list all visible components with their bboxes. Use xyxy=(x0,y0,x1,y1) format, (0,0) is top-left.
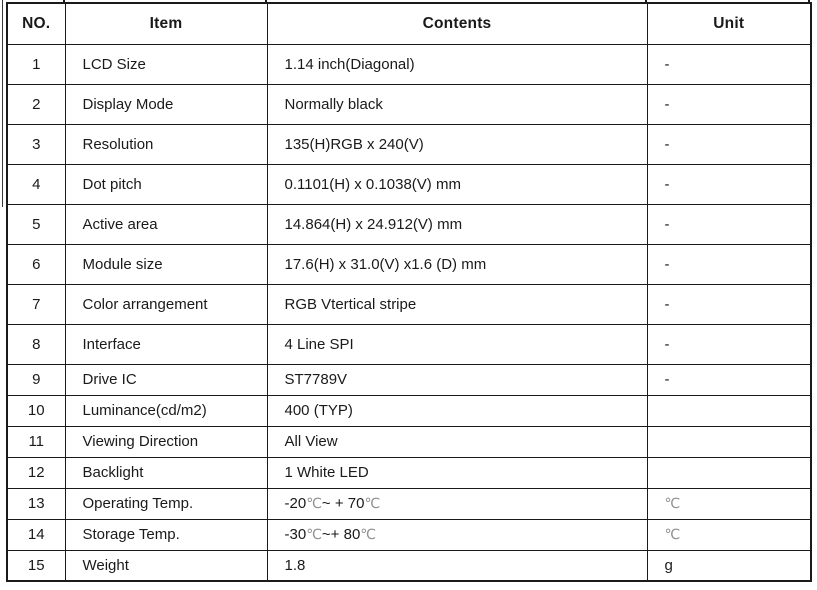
cell-contents: 17.6(H) x 31.0(V) x1.6 (D) mm xyxy=(267,244,647,284)
cell-unit xyxy=(647,457,811,488)
column-header-item: Item xyxy=(65,3,267,44)
cell-unit: - xyxy=(647,84,811,124)
table-row xyxy=(7,488,811,519)
left-edge-line xyxy=(2,0,3,207)
cell-no: 15 xyxy=(7,550,65,581)
cell-item: Display Mode xyxy=(65,84,267,124)
cell-item: Color arrangement xyxy=(65,284,267,324)
cell-contents: 135(H)RGB x 240(V) xyxy=(267,124,647,164)
cell-contents: 0.1101(H) x 0.1038(V) mm xyxy=(267,164,647,204)
cell-no: 8 xyxy=(7,324,65,364)
cell-item: Operating Temp. xyxy=(65,488,267,519)
cell-item: Drive IC xyxy=(65,364,267,395)
column-header-unit: Unit xyxy=(647,3,811,44)
table-row xyxy=(7,164,811,204)
cell-no: 13 xyxy=(7,488,65,519)
cell-item: LCD Size xyxy=(65,44,267,84)
cell-unit: g xyxy=(647,550,811,581)
table-row xyxy=(7,84,811,124)
cell-item: Luminance(cd/m2) xyxy=(65,395,267,426)
cell-item: Module size xyxy=(65,244,267,284)
cell-unit: - xyxy=(647,284,811,324)
cell-contents: -30℃~+ 80℃ xyxy=(267,519,647,550)
cell-contents: 1.8 xyxy=(267,550,647,581)
cell-contents: ST7789V xyxy=(267,364,647,395)
cell-unit: - xyxy=(647,244,811,284)
cell-contents: -20℃~ + 70℃ xyxy=(267,488,647,519)
degree-celsius-glyph: ℃ xyxy=(360,527,377,543)
cell-unit xyxy=(647,426,811,457)
cell-no: 7 xyxy=(7,284,65,324)
cell-unit: - xyxy=(647,164,811,204)
cell-contents: Normally black xyxy=(267,84,647,124)
table-row xyxy=(7,324,811,364)
cell-unit: - xyxy=(647,204,811,244)
cell-no: 11 xyxy=(7,426,65,457)
degree-celsius-glyph: ℃ xyxy=(664,496,681,512)
table-row xyxy=(7,124,811,164)
cell-item: Viewing Direction xyxy=(65,426,267,457)
cell-item: Active area xyxy=(65,204,267,244)
column-header-contents: Contents xyxy=(267,3,647,44)
cell-unit: - xyxy=(647,124,811,164)
cell-unit: - xyxy=(647,364,811,395)
cell-contents: 1.14 inch(Diagonal) xyxy=(267,44,647,84)
column-header-no: NO. xyxy=(7,3,65,44)
cell-item: Backlight xyxy=(65,457,267,488)
lcd-spec-table xyxy=(6,2,812,582)
cell-no: 10 xyxy=(7,395,65,426)
cell-no: 1 xyxy=(7,44,65,84)
cell-contents: 1 White LED xyxy=(267,457,647,488)
cell-unit xyxy=(647,488,811,519)
degree-celsius-glyph: ℃ xyxy=(664,527,681,543)
table-row xyxy=(7,364,811,395)
cell-no: 12 xyxy=(7,457,65,488)
cell-contents: RGB Vtertical stripe xyxy=(267,284,647,324)
cell-no: 14 xyxy=(7,519,65,550)
table-row xyxy=(7,284,811,324)
table-row xyxy=(7,457,811,488)
cell-contents: 14.864(H) x 24.912(V) mm xyxy=(267,204,647,244)
table-row xyxy=(7,550,811,581)
cell-unit: - xyxy=(647,324,811,364)
cell-no: 4 xyxy=(7,164,65,204)
table-row xyxy=(7,44,811,84)
table-row xyxy=(7,519,811,550)
cell-no: 5 xyxy=(7,204,65,244)
table-row xyxy=(7,244,811,284)
degree-celsius-glyph: ℃ xyxy=(364,496,381,512)
cell-no: 6 xyxy=(7,244,65,284)
cell-item: Weight xyxy=(65,550,267,581)
cell-no: 3 xyxy=(7,124,65,164)
cell-no: 9 xyxy=(7,364,65,395)
degree-celsius-glyph: ℃ xyxy=(306,527,322,543)
cell-unit: - xyxy=(647,44,811,84)
cell-item: Dot pitch xyxy=(65,164,267,204)
cell-item: Storage Temp. xyxy=(65,519,267,550)
table-row xyxy=(7,204,811,244)
cell-contents: All View xyxy=(267,426,647,457)
cell-no: 2 xyxy=(7,84,65,124)
cell-unit xyxy=(647,395,811,426)
table-row xyxy=(7,426,811,457)
table-row xyxy=(7,395,811,426)
degree-celsius-glyph: ℃ xyxy=(306,496,322,512)
cell-contents: 4 Line SPI xyxy=(267,324,647,364)
cell-item: Resolution xyxy=(65,124,267,164)
cell-contents: 400 (TYP) xyxy=(267,395,647,426)
cell-item: Interface xyxy=(65,324,267,364)
header-row xyxy=(7,3,811,44)
cell-unit xyxy=(647,519,811,550)
